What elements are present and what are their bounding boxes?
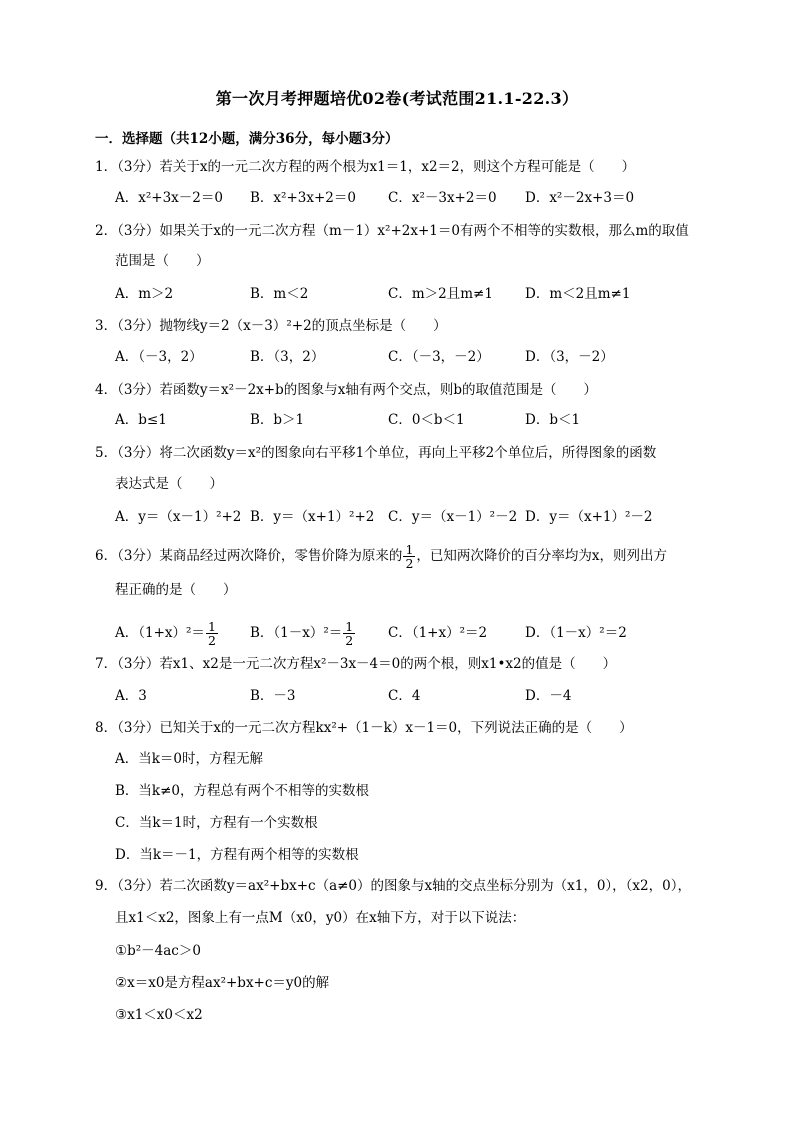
question-7-option-a: A．3 xyxy=(115,688,147,704)
question-7-option-c: C．4 xyxy=(388,688,421,704)
question-6-stem-line-2: 程正确的是（ ） xyxy=(115,582,237,598)
option-a-text: A．（1+x）²＝ xyxy=(115,625,205,641)
option-a-fraction xyxy=(206,620,218,647)
question-5-option-a: A．y＝（x－1）²+2 xyxy=(115,509,242,525)
question-1-option-b: B．x²+3x+2＝0 xyxy=(250,190,356,206)
option-b-fraction xyxy=(343,620,355,647)
fraction-numerator: 1 xyxy=(207,619,216,634)
question-5-option-b: B．y＝（x+1）²+2 xyxy=(250,509,375,525)
fraction-denominator: 2 xyxy=(345,633,354,648)
question-3-option-c: C．（－3，－2） xyxy=(388,349,490,365)
question-3-option-d: D．（3，－2） xyxy=(525,349,614,365)
question-2-option-b: B．m＜2 xyxy=(250,286,309,302)
question-5-option-c: C．y＝（x－1）²－2 xyxy=(388,509,518,525)
question-2-options xyxy=(115,284,675,304)
question-5-option-d: D．y＝（x+1）²－2 xyxy=(525,509,653,525)
question-8-stem: 8．（3分）已知关于x的一元二次方程kx²+（1－k）x－1＝0，下列说法正确的是（ ） xyxy=(95,720,633,736)
question-6-option-c: C．（1+x）²＝2 xyxy=(388,625,488,641)
fraction-denominator: 2 xyxy=(207,633,216,648)
page-title: 第一次月考押题培优02卷(考试范围21.1-22.3） xyxy=(215,89,579,108)
question-6-options xyxy=(115,618,675,648)
question-7-options xyxy=(115,686,675,706)
question-3-stem: 3．（3分）抛物线y＝2（x－3）²+2的顶点坐标是（ ） xyxy=(95,318,447,334)
question-3-option-b: B．（3，2） xyxy=(250,349,325,365)
question-9-item-2: ②x＝x0是方程ax²+bx+c＝y0的解 xyxy=(115,975,330,991)
question-1-options xyxy=(115,188,675,208)
question-6-option-d: D．（1－x）²＝2 xyxy=(525,625,627,641)
question-8-option-d: D．当k＝－1，方程有两个相等的实数根 xyxy=(115,847,359,863)
question-8-option-c: C．当k＝1时，方程有一个实数根 xyxy=(115,815,318,831)
question-1-option-d: D．x²－2x+3＝0 xyxy=(525,190,635,206)
question-7-option-d: D．－4 xyxy=(525,688,572,704)
question-3-options xyxy=(115,347,675,367)
question-2-option-a: A．m＞2 xyxy=(115,286,174,302)
fraction-numerator: 1 xyxy=(345,619,354,634)
question-2-option-d: D．m＜2且m≠1 xyxy=(525,286,631,302)
question-4-stem: 4．（3分）若函数y＝x²－2x+b的图象与x轴有两个交点，则b的取值范围是（ ） xyxy=(95,382,597,398)
question-2-stem-line-2: 范围是（ ） xyxy=(115,253,210,269)
question-1-option-a: A．x²+3x－2＝0 xyxy=(115,190,223,206)
question-9-stem-line-1: 9．（3分）若二次函数y＝ax²+bx+c（a≠0）的图象与x轴的交点坐标分别为（x1，0），（x2，0）， xyxy=(95,878,691,894)
question-9-item-1: ①b²－4ac＞0 xyxy=(115,943,201,959)
question-2-stem-line-1: 2．（3分）如果关于x的一元二次方程（m－1）x²+2x+1＝0有两个不相等的实数根，那么m的取值 xyxy=(95,223,689,239)
fraction-numerator: 1 xyxy=(405,542,414,557)
question-6-stem-pre: 6．（3分）某商品经过两次降价，零售价降为原来的 xyxy=(95,548,403,564)
question-9-stem-line-2: 且x1＜x2，图象上有一点M（x0，y0）在x轴下方，对于以下说法： xyxy=(115,910,526,926)
question-2-option-c: C．m＞2且m≠1 xyxy=(388,286,493,302)
section-header: 一．选择题（共12小题，满分36分，每小题3分） xyxy=(95,131,399,147)
question-7-option-b: B．－3 xyxy=(250,688,296,704)
question-1-option-c: C．x²－3x+2＝0 xyxy=(388,190,497,206)
question-4-option-a: A．b≤1 xyxy=(115,412,167,428)
question-6-option-b xyxy=(250,618,356,648)
question-6-fraction xyxy=(403,543,415,570)
fraction-denominator: 2 xyxy=(405,556,414,571)
question-5-options xyxy=(115,507,675,527)
question-1-stem: 1．（3分）若关于x的一元二次方程的两个根为x1＝1，x2＝2，则这个方程可能是（ ） xyxy=(95,159,636,175)
question-8-option-b: B．当k≠0，方程总有两个不相等的实数根 xyxy=(115,783,370,799)
question-6-stem-post: ，已知两次降价的百分率均为x，则列出方 xyxy=(416,548,668,564)
question-7-stem: 7．（3分）若x1、x2是一元二次方程x²－3x－4＝0的两个根，则x1•x2的值是（ ） xyxy=(95,656,617,672)
question-6-stem-line-1 xyxy=(95,538,667,574)
option-b-text: B．（1－x）²＝ xyxy=(250,625,343,641)
question-5-stem-line-1: 5．（3分）将二次函数y＝x²的图象向右平移1个单位，再向上平移2个单位后，所得图象的函数 xyxy=(95,445,657,461)
question-4-option-b: B．b＞1 xyxy=(250,412,305,428)
question-8-option-a: A．当k＝0时，方程无解 xyxy=(115,751,264,767)
question-6-option-a xyxy=(115,618,219,648)
question-4-options xyxy=(115,410,675,430)
question-5-stem-line-2: 表达式是（ ） xyxy=(115,476,223,492)
question-9-item-3: ③x1＜x0＜x2 xyxy=(115,1007,203,1023)
question-4-option-c: C．0＜b＜1 xyxy=(388,412,465,428)
question-3-option-a: A．（－3，2） xyxy=(115,349,203,365)
question-4-option-d: D．b＜1 xyxy=(525,412,581,428)
